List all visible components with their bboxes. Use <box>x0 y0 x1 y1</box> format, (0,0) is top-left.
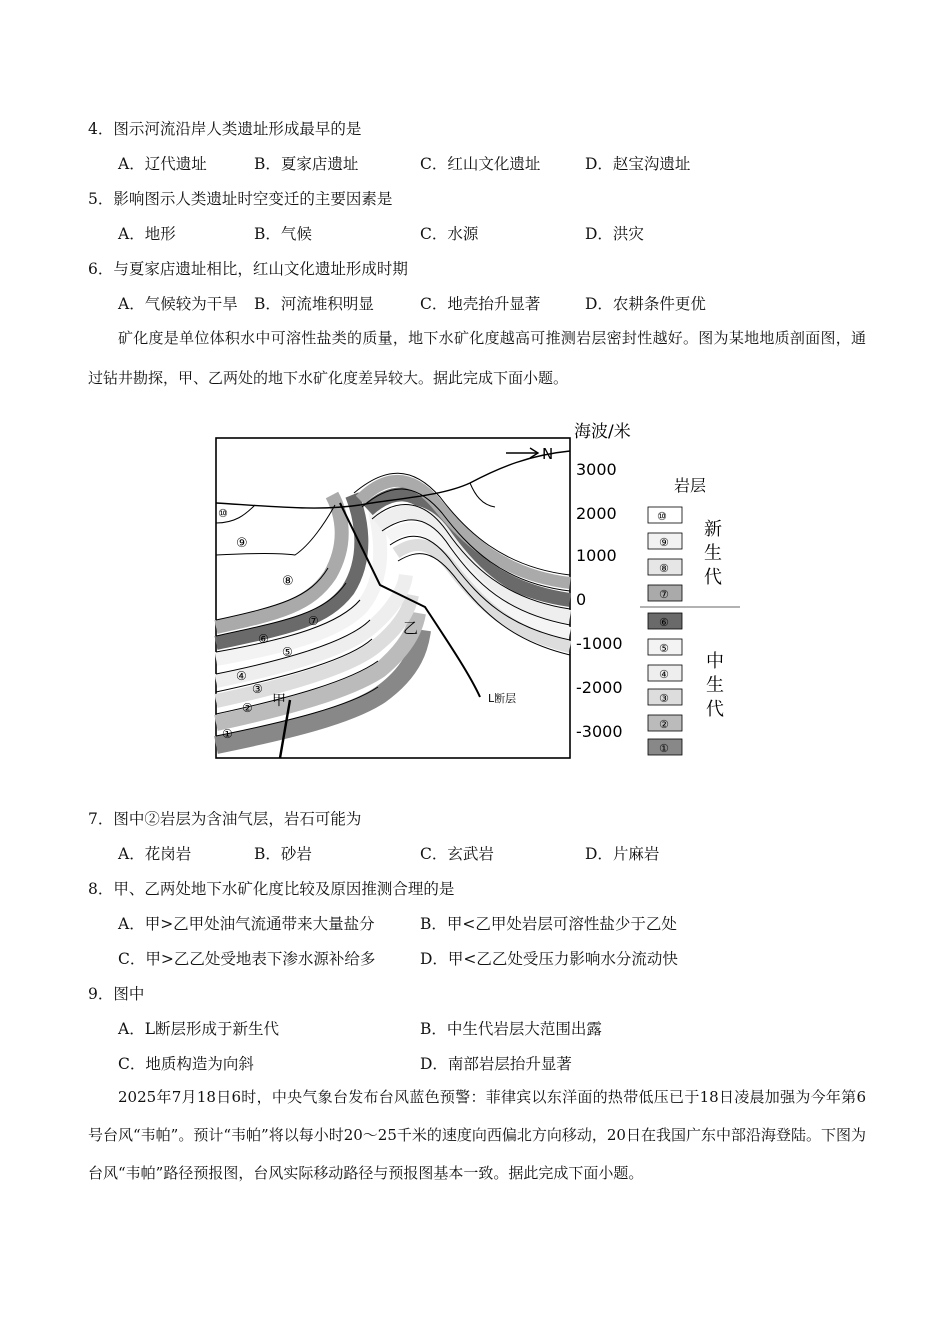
q4-option-c: C．红山文化遗址 <box>420 155 541 173</box>
q8-option-d: D．甲<乙乙处受压力影响水分流动快 <box>420 950 678 968</box>
q6-option-b: B．河流堆积明显 <box>254 295 374 313</box>
section-label-1: ① <box>222 727 233 741</box>
q9-option-d: D．南部岩层抬升显著 <box>420 1055 572 1073</box>
question-4-stem: 4．图示河流沿岸人类遗址形成最早的是 <box>88 120 362 138</box>
q4-option-a: A．辽代遗址 <box>118 155 207 173</box>
section-label-3: ③ <box>252 682 263 696</box>
tick-1000: 1000 <box>576 546 617 565</box>
question-7-stem: 7．图中②岩层为含油气层，岩石可能为 <box>88 810 362 828</box>
geologic-cross-section <box>200 415 760 765</box>
q4-option-b: B．夏家店遗址 <box>254 155 359 173</box>
q7-option-b: B．砂岩 <box>254 845 312 863</box>
legend-10: ⑩ <box>657 510 667 523</box>
q6-option-d: D．农耕条件更优 <box>585 295 706 313</box>
legend-8: ⑧ <box>659 562 669 575</box>
section-label-6: ⑥ <box>258 632 269 646</box>
legend-mesozoic <box>648 613 682 755</box>
tick-minus-1000: -1000 <box>576 634 623 653</box>
section-label-8: ⑧ <box>282 574 294 589</box>
legend-6: ⑥ <box>659 616 669 629</box>
q6-option-a: A．气候较为干旱 <box>118 295 238 313</box>
question-5-stem: 5．影响图示人类遗址时空变迁的主要因素是 <box>88 190 393 208</box>
section-label-2: ② <box>242 701 253 715</box>
north-label: N <box>542 445 554 463</box>
axis-title: 海波/米 <box>574 422 631 442</box>
legend-4: ④ <box>659 668 669 681</box>
legend-9: ⑨ <box>659 536 669 549</box>
legend-5: ⑤ <box>659 642 669 655</box>
question-8-stem: 8．甲、乙两处地下水矿化度比较及原因推测合理的是 <box>88 880 455 898</box>
tick-0: 0 <box>576 590 587 609</box>
passage-mineralization: 矿化度是单位体积水中可溶性盐类的质量，地下水矿化度越高可推测岩层密封性越好。图为某地地质剖面图，通过钻井勘探，甲、乙两处的地下水矿化度差异较大。据此完成下面小题。 <box>88 329 866 387</box>
legend-1: ① <box>659 742 669 755</box>
label-jia: 甲 <box>272 693 286 709</box>
q7-option-c: C．玄武岩 <box>420 845 494 863</box>
label-fault-l: L断层 <box>488 692 517 705</box>
q8-option-b: B．甲<乙甲处岩层可溶性盐少于乙处 <box>420 915 677 933</box>
q6-option-c: C．地壳抬升显著 <box>420 295 541 313</box>
q7-option-d: D．片麻岩 <box>585 845 660 863</box>
legend-new-era <box>648 507 682 601</box>
q9-option-c: C．地质构造为向斜 <box>118 1055 254 1073</box>
q7-option-a: A．花岗岩 <box>118 845 192 863</box>
section-label-10: ⑩ <box>218 507 228 520</box>
q8-option-a: A．甲>乙甲处油气流通带来大量盐分 <box>118 915 375 933</box>
tick-minus-3000: -3000 <box>576 722 623 741</box>
section-label-9: ⑨ <box>236 536 248 551</box>
q8-option-c: C．甲>乙乙处受地表下渗水源补给多 <box>118 950 376 968</box>
section-label-5: ⑤ <box>282 645 293 659</box>
legend-title: 岩层 <box>674 476 707 495</box>
q5-option-a: A．地形 <box>118 225 176 243</box>
q4-option-d: D．赵宝沟遗址 <box>585 155 691 173</box>
q5-option-d: D．洪灾 <box>585 225 644 243</box>
legend-7: ⑦ <box>659 588 669 601</box>
passage-typhoon: 2025年7月18日6时，中央气象台发布台风蓝色预警：菲律宾以东洋面的热带低压已于18日凌晨加强为今年第6号台风“韦帕”。预计“韦帕”将以每小时20～25千米的速度向西偏北方向移动，20日在我国广东中部沿海登陆。下图为台风“韦帕”路径预报图，台风实际移动路径与预报图基本一致。据此完成下面小题。 <box>88 1088 866 1182</box>
section-label-4: ④ <box>236 669 247 683</box>
legend-2: ② <box>659 718 669 731</box>
label-yi: 乙 <box>403 619 419 637</box>
legend-3: ③ <box>659 692 669 705</box>
era-meso-label: 中 生 代 <box>706 651 724 720</box>
q9-option-b: B．中生代岩层大范围出露 <box>420 1020 602 1038</box>
q9-option-a: A．L断层形成于新生代 <box>118 1020 279 1038</box>
question-9-stem: 9．图中 <box>88 985 145 1003</box>
era-new-label: 新 生 代 <box>704 519 722 588</box>
tick-3000: 3000 <box>576 460 617 479</box>
question-6-stem: 6．与夏家店遗址相比，红山文化遗址形成时期 <box>88 260 408 278</box>
tick-minus-2000: -2000 <box>576 678 623 697</box>
section-label-7: ⑦ <box>308 614 319 628</box>
q5-option-b: B．气候 <box>254 225 312 243</box>
q5-option-c: C．水源 <box>420 225 479 243</box>
tick-2000: 2000 <box>576 504 617 523</box>
